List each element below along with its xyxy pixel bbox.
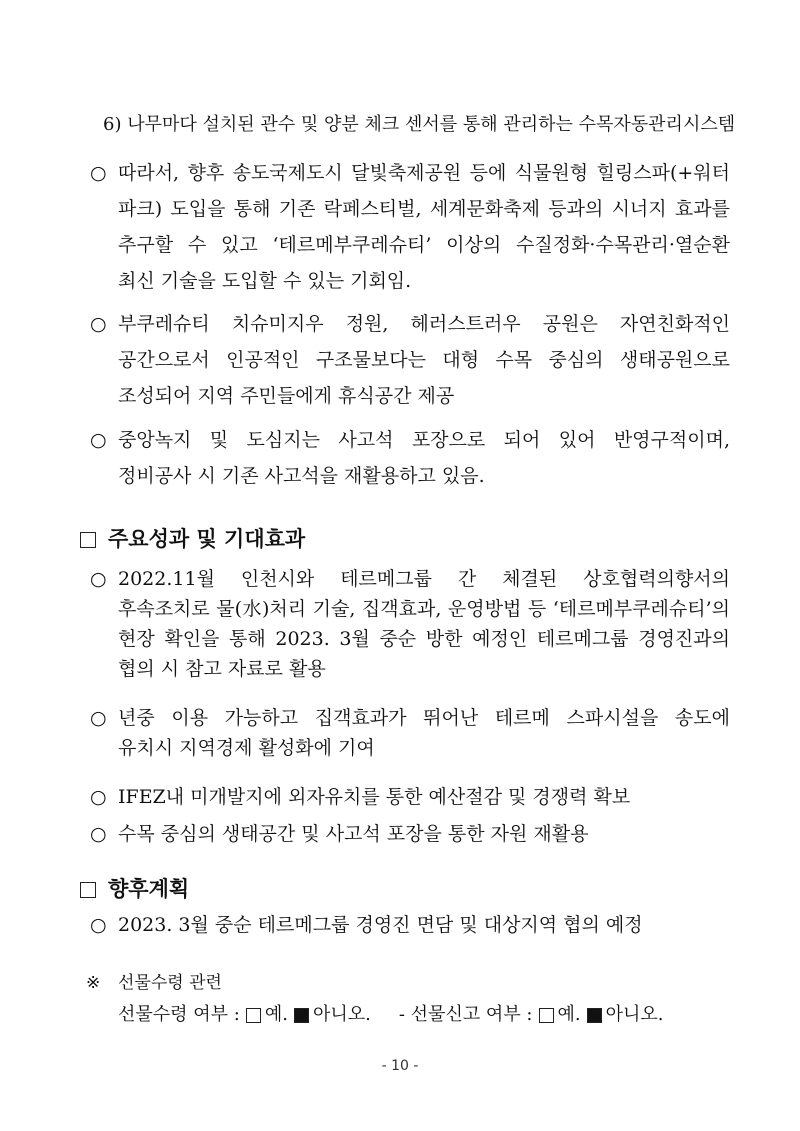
bullet-marker: ○ [90, 162, 107, 184]
gift-report-label: - 선물신고 여부 : [398, 1004, 533, 1025]
bullet-line: 현장 확인을 통해 2023. 3월 중순 방한 예정인 테르메그룹 경영진과의 [118, 628, 730, 650]
bullet-line: 후속조치로 물(水)처리 기술, 집객효과, 운영방법 등 ‘테르메부쿠레슈티’의 [118, 598, 730, 620]
gift-receipt-label: 선물수령 여부 : [118, 1004, 240, 1025]
bullet-marker: ○ [90, 786, 107, 808]
page-number: - 10 - [381, 1058, 419, 1074]
bullet-line: 추구할 수 있고 ‘테르메부쿠레슈티’ 이상의 수질정화·수목관리·열순환 [118, 234, 730, 256]
bullet-line: 부쿠레슈티 치슈미지우 정원, 헤러스트러우 공원은 자연친화적인 [118, 313, 730, 335]
bullet-line: 유치시 지역경제 활성화에 기여 [118, 737, 375, 759]
bullet-marker: ○ [90, 914, 107, 936]
bullet-marker: ○ [90, 313, 107, 335]
bullet-line: 중앙녹지 및 도심지는 사고석 포장으로 되어 있어 반영구적이며, [118, 429, 730, 451]
gift-status-row [118, 1003, 664, 1027]
bullet-line: 협의 시 참고 자료로 활용 [118, 658, 326, 680]
note-title: 선물수령 관련 [118, 973, 222, 993]
section-checkbox-icon [80, 532, 96, 548]
gift-receipt-no-checkbox[interactable] [294, 1008, 309, 1023]
gift-receipt-no-label: 아니오. [312, 1004, 371, 1025]
section-checkbox-icon [80, 882, 96, 898]
bullet-line: 조성되어 지역 주민들에게 휴식공간 제공 [118, 385, 455, 407]
gift-report-yes-label: 예. [557, 1004, 581, 1025]
section-title-plans: 향후계획 [108, 877, 190, 901]
note-mark: ※ [86, 973, 101, 993]
bullet-marker: ○ [90, 707, 107, 729]
bullet-line: 공간으로서 인공적인 구조물보다는 대형 수목 중심의 생태공원으로 [118, 349, 730, 371]
section-title-outcomes: 주요성과 및 기대효과 [108, 527, 306, 551]
gift-report-no-label: 아니오. [605, 1004, 664, 1025]
bullet-line: 파크) 도입을 통해 기존 락페스티벌, 세계문화축제 등과의 시너지 효과를 [118, 198, 730, 220]
bullet-marker: ○ [90, 568, 107, 590]
bullet-line: 최신 기술을 도입할 수 있는 기회임. [118, 270, 412, 292]
bullet-line: IFEZ내 미개발지에 외자유치를 통한 예산절감 및 경쟁력 확보 [118, 786, 631, 808]
bullet-line: 정비공사 시 기존 사고석을 재활용하고 있음. [118, 465, 485, 487]
gift-receipt-yes-label: 예. [264, 1004, 288, 1025]
bullet-marker: ○ [90, 429, 107, 451]
bullet-line: 2023. 3월 중순 테르메그룹 경영진 면담 및 대상지역 협의 예정 [118, 914, 643, 936]
gift-report-no-checkbox[interactable] [587, 1008, 602, 1023]
gift-report-yes-checkbox[interactable] [539, 1008, 554, 1023]
bullet-line: 2022.11월 인천시와 테르메그룹 간 체결된 상호협력의향서의 [118, 568, 730, 590]
bullet-marker: ○ [90, 823, 107, 845]
bullet-line: 년중 이용 가능하고 집객효과가 뛰어난 테르메 스파시설을 송도에 [118, 707, 730, 729]
gift-receipt-yes-checkbox[interactable] [246, 1008, 261, 1023]
item-6-text: 6) 나무마다 설치된 관수 및 양분 체크 센서를 통해 관리하는 수목자동관리시스템 [103, 114, 736, 135]
bullet-line: 수목 중심의 생태공간 및 사고석 포장을 통한 자원 재활용 [118, 823, 589, 845]
bullet-line: 따라서, 향후 송도국제도시 달빛축제공원 등에 식물원형 힐링스파(+워터 [118, 162, 730, 184]
